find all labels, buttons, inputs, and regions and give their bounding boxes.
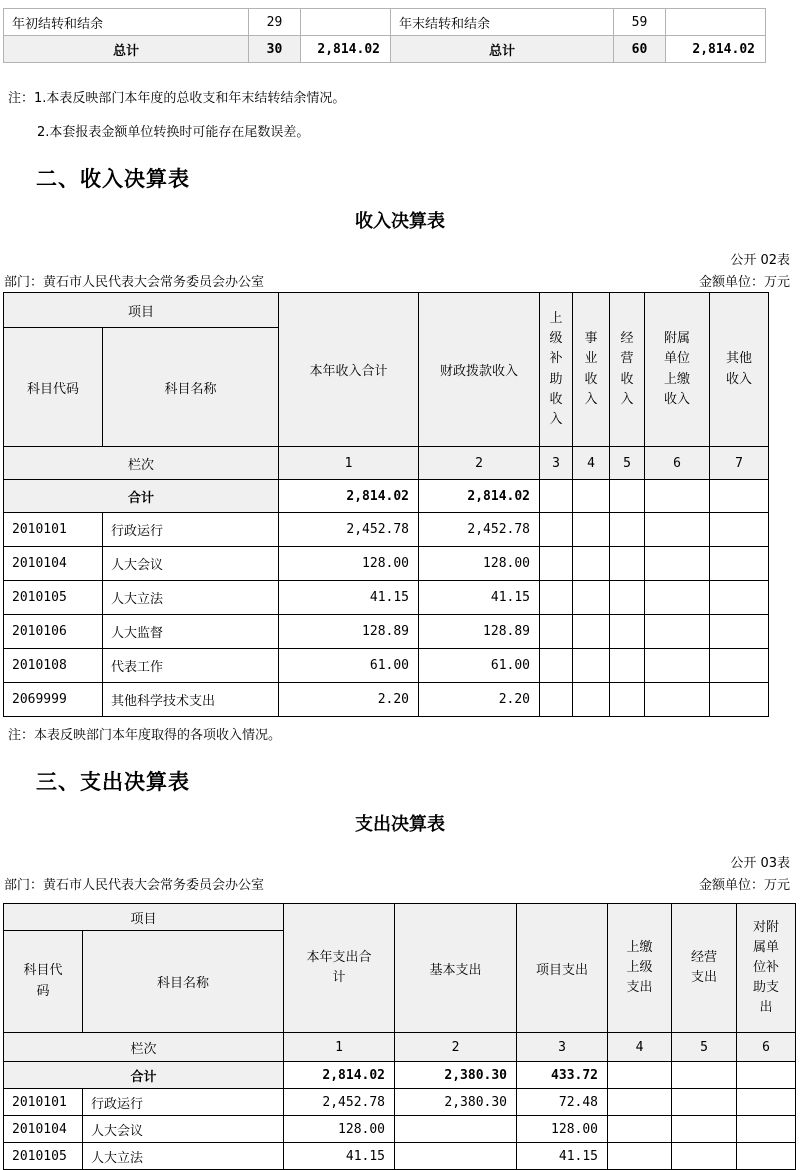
- income-header-row-1: [4, 293, 769, 328]
- summary-amount: [301, 9, 391, 36]
- cell-value: [710, 649, 769, 683]
- total-value: [710, 480, 769, 513]
- expense-header-row-1: [4, 904, 796, 931]
- subject-name: 人大会议: [103, 547, 279, 581]
- total-value: 2,814.02: [284, 1062, 395, 1089]
- subject-name: 代表工作: [103, 649, 279, 683]
- cell-value: 128.00: [517, 1116, 608, 1143]
- total-label: 合计: [4, 480, 279, 513]
- cell-value: [395, 1143, 517, 1170]
- cell-value: [610, 547, 645, 581]
- summary-row-total: [4, 36, 766, 63]
- summary-amount: [666, 9, 766, 36]
- col-header-business-income: 事业收入: [573, 293, 610, 447]
- cell-value: 61.00: [279, 649, 419, 683]
- cell-value: [645, 649, 710, 683]
- cell-value: 128.89: [279, 615, 419, 649]
- cell-value: [540, 547, 573, 581]
- cell-value: [540, 581, 573, 615]
- lanci-cell: 5: [672, 1033, 737, 1062]
- subject-code: 2069999: [4, 683, 103, 717]
- cell-value: [645, 615, 710, 649]
- income-lanci-row: [4, 447, 769, 480]
- col-header-subject-name: 科目名称: [103, 328, 279, 447]
- lanci-cell: 7: [710, 447, 769, 480]
- cell-value: [710, 581, 769, 615]
- report-page: [0, 8, 800, 1164]
- cell-value: [610, 683, 645, 717]
- cell-value: 2.20: [419, 683, 540, 717]
- col-header-operating-income: 经营收入: [610, 293, 645, 447]
- total-value: [672, 1062, 737, 1089]
- income-data-row: [4, 581, 769, 615]
- cell-value: 41.15: [284, 1143, 395, 1170]
- lanci-cell: 4: [608, 1033, 672, 1062]
- col-header-other-income: 其他收入: [710, 293, 769, 447]
- subject-code: 2010104: [4, 1116, 83, 1143]
- cell-value: 41.15: [419, 581, 540, 615]
- cell-value: [540, 683, 573, 717]
- income-department: 部门：黄石市人民代表大会常务委员会办公室: [4, 275, 265, 290]
- subject-name: 其他科学技术支出: [103, 683, 279, 717]
- income-data-row: [4, 615, 769, 649]
- subject-code: 2010104: [4, 547, 103, 581]
- expense-table-title: 支出决算表: [355, 814, 445, 835]
- cell-value: 61.00: [419, 649, 540, 683]
- cell-value: 41.15: [517, 1143, 608, 1170]
- subject-code: 2010105: [4, 581, 103, 615]
- col-header-subject-name: 科目名称: [83, 931, 284, 1033]
- col-header-basic-expense: 基本支出: [395, 904, 517, 1033]
- cell-value: 2,452.78: [419, 513, 540, 547]
- total-value: 2,814.02: [279, 480, 419, 513]
- lanci-cell: 3: [517, 1033, 608, 1062]
- summary-label: 年初结转和结余: [4, 9, 249, 36]
- expense-unit-label: 金额单位：万元: [698, 878, 790, 893]
- summary-line-no: 59: [614, 9, 666, 36]
- project-header: 项目: [4, 293, 279, 328]
- expense-table: [3, 903, 796, 1170]
- summary-total-label: 总计: [391, 36, 614, 63]
- income-meta-row: [4, 271, 790, 290]
- cell-value: [710, 513, 769, 547]
- cell-value: [573, 581, 610, 615]
- lanci-cell: 6: [645, 447, 710, 480]
- expense-sheet-label: 公开 03表: [730, 856, 790, 871]
- expense-data-row: [4, 1143, 796, 1170]
- cell-value: [610, 615, 645, 649]
- lanci-cell: 2: [395, 1033, 517, 1062]
- cell-value: [645, 581, 710, 615]
- col-header-fiscal-income: 财政拨款收入: [419, 293, 540, 447]
- expense-meta-row: [4, 874, 790, 893]
- cell-value: 128.89: [419, 615, 540, 649]
- cell-value: 2,452.78: [279, 513, 419, 547]
- income-unit-label: 金额单位：万元: [698, 275, 790, 290]
- total-value: [608, 1062, 672, 1089]
- cell-value: [645, 547, 710, 581]
- cell-value: 2,452.78: [284, 1089, 395, 1116]
- lanci-cell: 5: [610, 447, 645, 480]
- lanci-cell: 1: [284, 1033, 395, 1062]
- summary-total-amount: 2,814.02: [666, 36, 766, 63]
- note-line-2: 2.本套报表金额单位转换时可能存在尾数误差。: [37, 125, 310, 140]
- cell-value: [573, 513, 610, 547]
- summary-table: [3, 8, 766, 63]
- summary-total-amount: 2,814.02: [301, 36, 391, 63]
- summary-line-no: 60: [614, 36, 666, 63]
- total-value: [610, 480, 645, 513]
- subject-code: 2010101: [4, 1089, 83, 1116]
- col-header-total-expense: 本年支出合计: [284, 904, 395, 1033]
- expense-total-row: [4, 1062, 796, 1089]
- total-value: 2,380.30: [395, 1062, 517, 1089]
- cell-value: [710, 683, 769, 717]
- income-table-title: 收入决算表: [355, 211, 445, 232]
- total-value: [573, 480, 610, 513]
- cell-value: [672, 1089, 737, 1116]
- cell-value: [573, 547, 610, 581]
- total-value: [737, 1062, 796, 1089]
- cell-value: [540, 649, 573, 683]
- summary-line-no: 29: [249, 9, 301, 36]
- col-header-project-expense: 项目支出: [517, 904, 608, 1033]
- cell-value: [645, 513, 710, 547]
- cell-value: [573, 615, 610, 649]
- income-sheet-label: 公开 02表: [730, 253, 790, 268]
- subject-name: 行政运行: [83, 1089, 284, 1116]
- cell-value: 128.00: [279, 547, 419, 581]
- cell-value: [540, 615, 573, 649]
- cell-value: [608, 1143, 672, 1170]
- note-line-1: 注：1.本表反映部门本年度的总收支和年末结转结余情况。: [8, 91, 346, 106]
- summary-label: 年末结转和结余: [391, 9, 614, 36]
- col-header-affiliate-income: 附属单位上缴收入: [645, 293, 710, 447]
- income-data-row: [4, 547, 769, 581]
- total-value: [645, 480, 710, 513]
- subject-code: 2010105: [4, 1143, 83, 1170]
- lanci-cell: 1: [279, 447, 419, 480]
- lanci-cell: 4: [573, 447, 610, 480]
- cell-value: [608, 1089, 672, 1116]
- expense-lanci-row: [4, 1033, 796, 1062]
- cell-value: [610, 513, 645, 547]
- cell-value: [737, 1116, 796, 1143]
- cell-value: [610, 581, 645, 615]
- cell-value: 128.00: [284, 1116, 395, 1143]
- subject-code: 2010101: [4, 513, 103, 547]
- lanci-label: 栏次: [4, 1033, 284, 1062]
- cell-value: [608, 1116, 672, 1143]
- cell-value: [610, 649, 645, 683]
- lanci-cell: 6: [737, 1033, 796, 1062]
- subject-name: 行政运行: [103, 513, 279, 547]
- cell-value: [710, 547, 769, 581]
- income-total-row: [4, 480, 769, 513]
- subject-name: 人大会议: [83, 1116, 284, 1143]
- expense-data-row: [4, 1116, 796, 1143]
- cell-value: [737, 1143, 796, 1170]
- summary-total-label: 总计: [4, 36, 249, 63]
- cell-value: [737, 1089, 796, 1116]
- col-header-total-income: 本年收入合计: [279, 293, 419, 447]
- cell-value: [573, 683, 610, 717]
- cell-value: 128.00: [419, 547, 540, 581]
- cell-value: [672, 1116, 737, 1143]
- project-header: 项目: [4, 904, 284, 931]
- cell-value: 2.20: [279, 683, 419, 717]
- lanci-label: 栏次: [4, 447, 279, 480]
- col-header-subject-code: 科目代码: [4, 328, 103, 447]
- income-data-row: [4, 513, 769, 547]
- col-header-pay-superior: 上缴上级支出: [608, 904, 672, 1033]
- subject-name: 人大立法: [103, 581, 279, 615]
- subject-name: 人大立法: [83, 1143, 284, 1170]
- cell-value: [710, 615, 769, 649]
- cell-value: [645, 683, 710, 717]
- col-header-subject-code: 科目代码: [4, 931, 83, 1033]
- income-data-row: [4, 649, 769, 683]
- expense-data-row: [4, 1089, 796, 1116]
- summary-row-carryover: [4, 9, 766, 36]
- lanci-cell: 2: [419, 447, 540, 480]
- lanci-cell: 3: [540, 447, 573, 480]
- expense-department: 部门：黄石市人民代表大会常务委员会办公室: [4, 878, 265, 893]
- income-section-heading: 二、收入决算表: [36, 167, 190, 191]
- subject-name: 人大监督: [103, 615, 279, 649]
- income-table: [3, 292, 769, 717]
- summary-line-no: 30: [249, 36, 301, 63]
- income-table-note: 注：本表反映部门本年度取得的各项收入情况。: [8, 728, 282, 743]
- cell-value: [395, 1116, 517, 1143]
- col-header-operating-expense: 经营支出: [672, 904, 737, 1033]
- subject-code: 2010108: [4, 649, 103, 683]
- subject-code: 2010106: [4, 615, 103, 649]
- total-value: 433.72: [517, 1062, 608, 1089]
- col-header-affiliate-subsidy: 对附属单位补助支出: [737, 904, 796, 1033]
- cell-value: [573, 649, 610, 683]
- expense-section-heading: 三、支出决算表: [36, 770, 190, 794]
- cell-value: [540, 513, 573, 547]
- cell-value: 41.15: [279, 581, 419, 615]
- cell-value: 72.48: [517, 1089, 608, 1116]
- income-data-row: [4, 683, 769, 717]
- total-value: [540, 480, 573, 513]
- total-label: 合计: [4, 1062, 284, 1089]
- cell-value: 2,380.30: [395, 1089, 517, 1116]
- total-value: 2,814.02: [419, 480, 540, 513]
- cell-value: [672, 1143, 737, 1170]
- col-header-superior-subsidy: 上级补助收入: [540, 293, 573, 447]
